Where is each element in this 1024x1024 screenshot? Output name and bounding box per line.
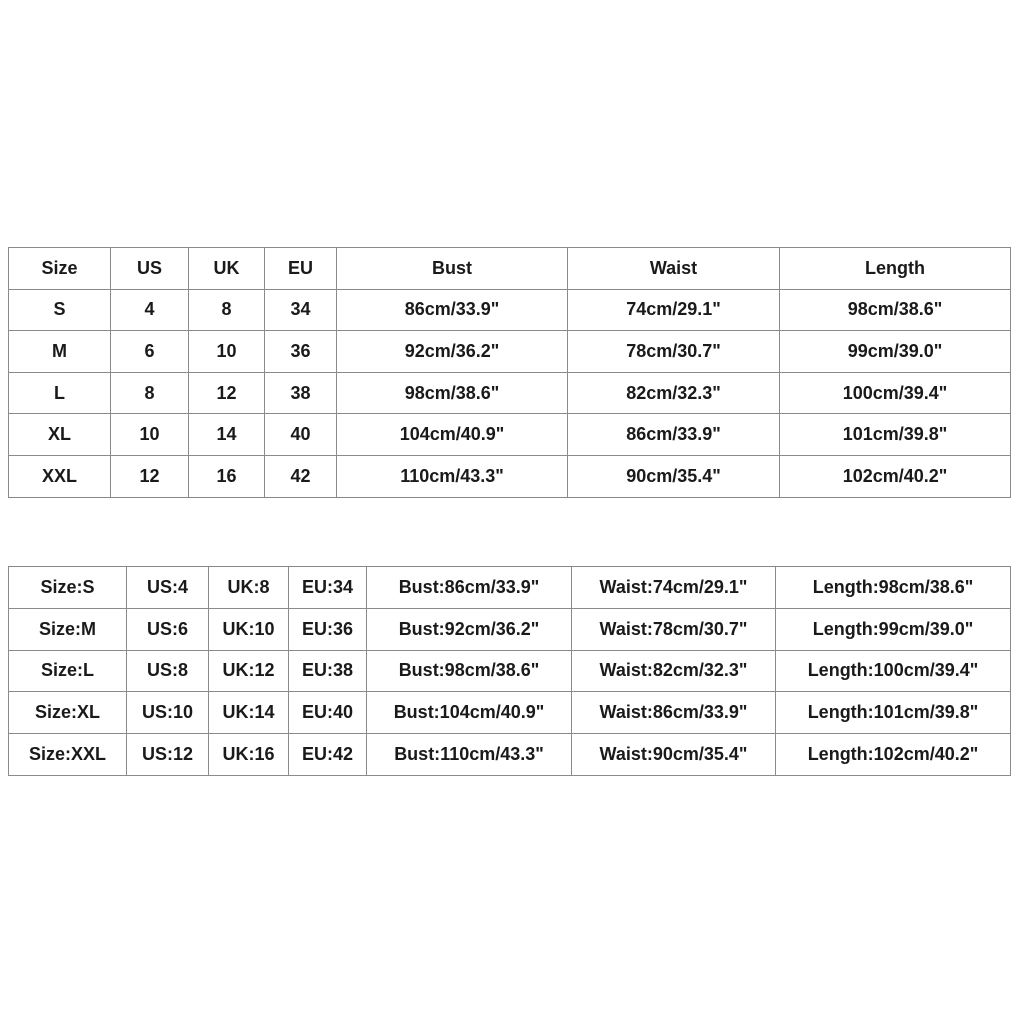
cell-eu: EU:42	[289, 734, 367, 776]
cell-length: 99cm/39.0"	[780, 331, 1011, 373]
cell-length: 102cm/40.2"	[780, 455, 1011, 497]
cell-waist: 74cm/29.1"	[568, 289, 780, 331]
cell-bust: 98cm/38.6"	[337, 372, 568, 414]
cell-waist: Waist:74cm/29.1"	[572, 567, 776, 609]
cell-waist: 78cm/30.7"	[568, 331, 780, 373]
cell-length: Length:99cm/39.0"	[776, 608, 1011, 650]
cell-length: 101cm/39.8"	[780, 414, 1011, 456]
cell-eu: 34	[265, 289, 337, 331]
cell-waist: Waist:90cm/35.4"	[572, 734, 776, 776]
cell-bust: 110cm/43.3"	[337, 455, 568, 497]
table-row	[9, 692, 1011, 734]
cell-eu: EU:34	[289, 567, 367, 609]
cell-eu: 36	[265, 331, 337, 373]
header-waist: Waist	[568, 248, 780, 290]
cell-length: Length:100cm/39.4"	[776, 650, 1011, 692]
cell-us: US:6	[127, 608, 209, 650]
cell-uk: 10	[189, 331, 265, 373]
cell-uk: 14	[189, 414, 265, 456]
cell-us: US:4	[127, 567, 209, 609]
cell-bust: Bust:110cm/43.3"	[367, 734, 572, 776]
cell-uk: 16	[189, 455, 265, 497]
table-row	[9, 734, 1011, 776]
cell-uk: UK:10	[209, 608, 289, 650]
cell-waist: Waist:82cm/32.3"	[572, 650, 776, 692]
cell-uk: 12	[189, 372, 265, 414]
table-row	[9, 289, 1011, 331]
cell-size: L	[9, 372, 111, 414]
cell-length: 100cm/39.4"	[780, 372, 1011, 414]
size-chart-labeled-table	[8, 566, 1011, 776]
cell-us: 12	[111, 455, 189, 497]
cell-us: 6	[111, 331, 189, 373]
table-row	[9, 567, 1011, 609]
cell-waist: Waist:86cm/33.9"	[572, 692, 776, 734]
cell-uk: UK:14	[209, 692, 289, 734]
cell-uk: UK:16	[209, 734, 289, 776]
cell-eu: 42	[265, 455, 337, 497]
header-size: Size	[9, 248, 111, 290]
header-us: US	[111, 248, 189, 290]
size-chart-table	[8, 247, 1011, 498]
cell-waist: 82cm/32.3"	[568, 372, 780, 414]
cell-us: US:12	[127, 734, 209, 776]
cell-bust: 92cm/36.2"	[337, 331, 568, 373]
cell-size: Size:XXL	[9, 734, 127, 776]
cell-size: Size:L	[9, 650, 127, 692]
cell-waist: Waist:78cm/30.7"	[572, 608, 776, 650]
cell-bust: 104cm/40.9"	[337, 414, 568, 456]
table-header-row	[9, 248, 1011, 290]
cell-size: S	[9, 289, 111, 331]
cell-length: Length:102cm/40.2"	[776, 734, 1011, 776]
table-row	[9, 608, 1011, 650]
cell-eu: EU:36	[289, 608, 367, 650]
cell-us: US:10	[127, 692, 209, 734]
cell-length: Length:98cm/38.6"	[776, 567, 1011, 609]
header-length: Length	[780, 248, 1011, 290]
cell-bust: Bust:104cm/40.9"	[367, 692, 572, 734]
cell-size: Size:M	[9, 608, 127, 650]
table-row	[9, 650, 1011, 692]
header-bust: Bust	[337, 248, 568, 290]
cell-eu: 40	[265, 414, 337, 456]
cell-eu: EU:40	[289, 692, 367, 734]
table-row	[9, 372, 1011, 414]
cell-waist: 90cm/35.4"	[568, 455, 780, 497]
cell-uk: UK:8	[209, 567, 289, 609]
cell-eu: 38	[265, 372, 337, 414]
cell-eu: EU:38	[289, 650, 367, 692]
cell-size: XL	[9, 414, 111, 456]
cell-us: 4	[111, 289, 189, 331]
table-row	[9, 455, 1011, 497]
cell-size: M	[9, 331, 111, 373]
cell-bust: Bust:92cm/36.2"	[367, 608, 572, 650]
header-uk: UK	[189, 248, 265, 290]
cell-waist: 86cm/33.9"	[568, 414, 780, 456]
cell-us: 10	[111, 414, 189, 456]
cell-uk: UK:12	[209, 650, 289, 692]
cell-size: Size:XL	[9, 692, 127, 734]
cell-us: US:8	[127, 650, 209, 692]
header-eu: EU	[265, 248, 337, 290]
table-row	[9, 331, 1011, 373]
cell-bust: Bust:86cm/33.9"	[367, 567, 572, 609]
cell-size: XXL	[9, 455, 111, 497]
cell-bust: 86cm/33.9"	[337, 289, 568, 331]
cell-length: Length:101cm/39.8"	[776, 692, 1011, 734]
cell-us: 8	[111, 372, 189, 414]
table-row	[9, 414, 1011, 456]
cell-uk: 8	[189, 289, 265, 331]
cell-size: Size:S	[9, 567, 127, 609]
cell-bust: Bust:98cm/38.6"	[367, 650, 572, 692]
cell-length: 98cm/38.6"	[780, 289, 1011, 331]
